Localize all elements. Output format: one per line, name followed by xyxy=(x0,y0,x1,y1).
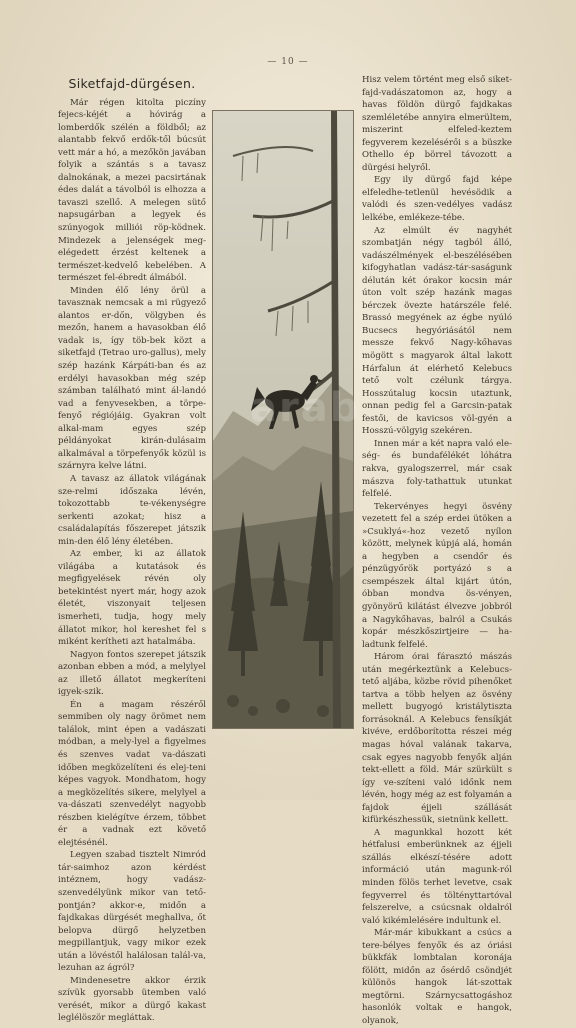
paragraph: Hisz velem történt meg első siket-fajd-vadászatomon az, hogy a havas földön dürgő fajdkakas szemléletébe annyira elmerültem, miszerint elfeled-keztem fegyverem kezelésérői s a büszke Othello ép börrel távozott a dürgési helyről. xyxy=(362,75,512,173)
right-column xyxy=(362,74,512,1028)
forest-engraving xyxy=(213,111,353,728)
paragraph: Már-már kibukkant a csúcs a tere-bélyes fenyők és az óriási bükkfák lombtalan koronája fölött, midőn az ősérdő csöndjét különös hangok lát-szottak megtörni. Szárnycsattogáshoz hasonlók voltak e hangok, olyanok, xyxy=(362,928,512,1027)
paragraph: Az ember, ki az állatok világába a kutatások és megfigyelések révén oly betekintést nyert már, hogy azok életét, viszonyait teljesen ismerheti, tudja, hogy mely állatot mikor, hol kereshet fel s miként kerítheti azt hatalmába. xyxy=(58,549,206,648)
paragraph: Minden élő lény örül a tavasznak nemcsak a mi rügyező alantos er-dőn, völgyben és mezőn, hanem a havasokban élő vadak is, így töb-bek közt a siketfajd (Tetrao uro-gallus), mely szép hazánk Kárpáti-ban és az erdélyi havasokban még szép számban található mint ál-landó vad a fenyvesekben, a törpe-fenyő régiójáig. Gyakran volt alkal-mam egyes szép példányokat kirán-dulásaim alkalmával a törpefenyők közül is szárnyra kelve látni. xyxy=(58,285,206,472)
paragraph: Egy ily dürgő fajd képe elfeledhe-tetlenül hevésödik a valódi és szen-vedélyes vadász lelkébe, emlékeze-tébe. xyxy=(362,175,512,224)
paragraph: Tekervényes hegyi ösvény vezetett fel a szép erdei ütöken a »Csuklyá«-hoz vezető nyílon között, melynek kúpjá alá, homán a hegyben a csendőr és pénzügyőrök portyázó s a csempészek által kijárt útón, óbban mondva ös-vényen, gyönyörű kilátást élvezve jobbról a Nagykőhavas, balról a Csukás kopár mészkőszirtjeire — ha-ladtunk felfelé. xyxy=(362,501,512,650)
paragraph: Innen már a két napra való ele-ség- és bundafélékét lóhátra rakva, gyalogszerrel, már csak mászva foly-tathattuk utunkat felfelé. xyxy=(362,438,512,500)
article-title: Siketfajd-dürgésen. xyxy=(68,76,196,91)
paragraph: Három órai fárasztó mászás után megérkeztünk a Kelebucs-tető aljába, közbe rövid pihenőket tartva a több helyen az ösvény mellett bugyogó kristálytiszta forrásoknál. A Kelebucs fensíkját kivéve, erdőborította részei még magas hóval valának takarva, csak egyes nagyobb fenyők alján tekt-ellett a föld. Már szürkült s így ve-szíteni való időnk nem lévén, hogy még az est folyamán a fajdok éjjeli szállását kifürkészhessük, sietnünk kellett. xyxy=(362,652,512,826)
paragraph: A tavasz az állatok világának sze-relmi időszaka lévén, tokozottabb te-vékenységre serkenti azokat; hisz a családalapítás főszerepet játszik min-den élő lény életében. xyxy=(58,473,206,547)
paragraph: Legyen szabad tisztelt Nimród tár-saimhoz azon kérdést intéznem, hogy vadász-szenvedélyünk mikor van tető-pontján? akkor-e, midőn a fajdkakas dürgését meghallva, őt belopva dürgő helyzetben megpillantjuk, vagy mikor ezek után a lövéstől halálosan talál-va, lezuhan az ágról? xyxy=(58,850,206,974)
paragraph: Már régen kitolta piczíny fejecs-kéjét a hóvirág a lomberdők szélén a földből; az alantabb fekvő erdők-től búcsút vett már a hó, a mezőkön javában folyik a szántás s a tavasz dalnokának, a mezei pacsirtának édes dalát a távolból is elhozza a tavaszi szellő. A melegen sütő napsugárban a legyek és szúnyogok milliói röp-ködnek. Mindezek a jelenségek meg-elégedett érzést keltenek a természet-kedvelő kebelében. A természet fel-ébredt álmából. xyxy=(58,97,206,284)
paragraph: A magunkkal hozott két hétfalusi emberünknek az éjjeli szállás elkészí-tésére adott információ után magunk-ról minden fölös terhet levetve, csak fegyverrel és töltényttartóval felszerelve, a csúcsnak oldalról való kikémlelésére indultunk el. xyxy=(362,827,512,926)
paragraph: Az elmúlt év nagyhét szombatján négy tagból álló, vadászélmények el-beszélésében kifogyhatlan vadász-tár-saságunk délután két órakor kocsin már úton volt szép hazánk magas bérczek övezte határszéle felé. Brassó megyének az égbe nyúló Bucsecs hegyóriásától nem messze fekvő Nagy-kőhavas mögött s magyarok által lakott Hárfalun át elérhető Kelebucs tető volt czélunk tárgya. Hosszútalug kocsin utaztunk, onnan pedig fel a Garcsin-patak festői, de kavicsos völ-gyén a Hosszú-völgyig szekéren. xyxy=(362,225,512,437)
capercaillie-illustration xyxy=(212,110,354,729)
page-number: — 10 — xyxy=(267,57,309,67)
paragraph: Nagyon fontos szerepet játszik azonban ebben a mód, a melylyel az illető állatot megkeríteni igyek-szik. xyxy=(58,649,206,698)
paragraph: Mindenesetre akkor érzik szívük gyorsabb ütemben való verését, mikor a dürgő kakast leglélöször megláttak. xyxy=(58,975,206,1024)
left-column xyxy=(58,78,206,1025)
paragraph: Én a magam részéről semmiben oly nagy örömet nem találok, mint épen a vadászati módban, a mely-lyel a figyelmes és szenves vadat va-dászati időben megközelíteni és elej-teni képes vagyok. Mondhatom, hogy a megközelítés sikere, melylyel a va-dászati szenvedélyt nagyobb részben kielégítve érzem, többet ér a vadnak ezt követő elejtésénél. xyxy=(58,699,206,848)
